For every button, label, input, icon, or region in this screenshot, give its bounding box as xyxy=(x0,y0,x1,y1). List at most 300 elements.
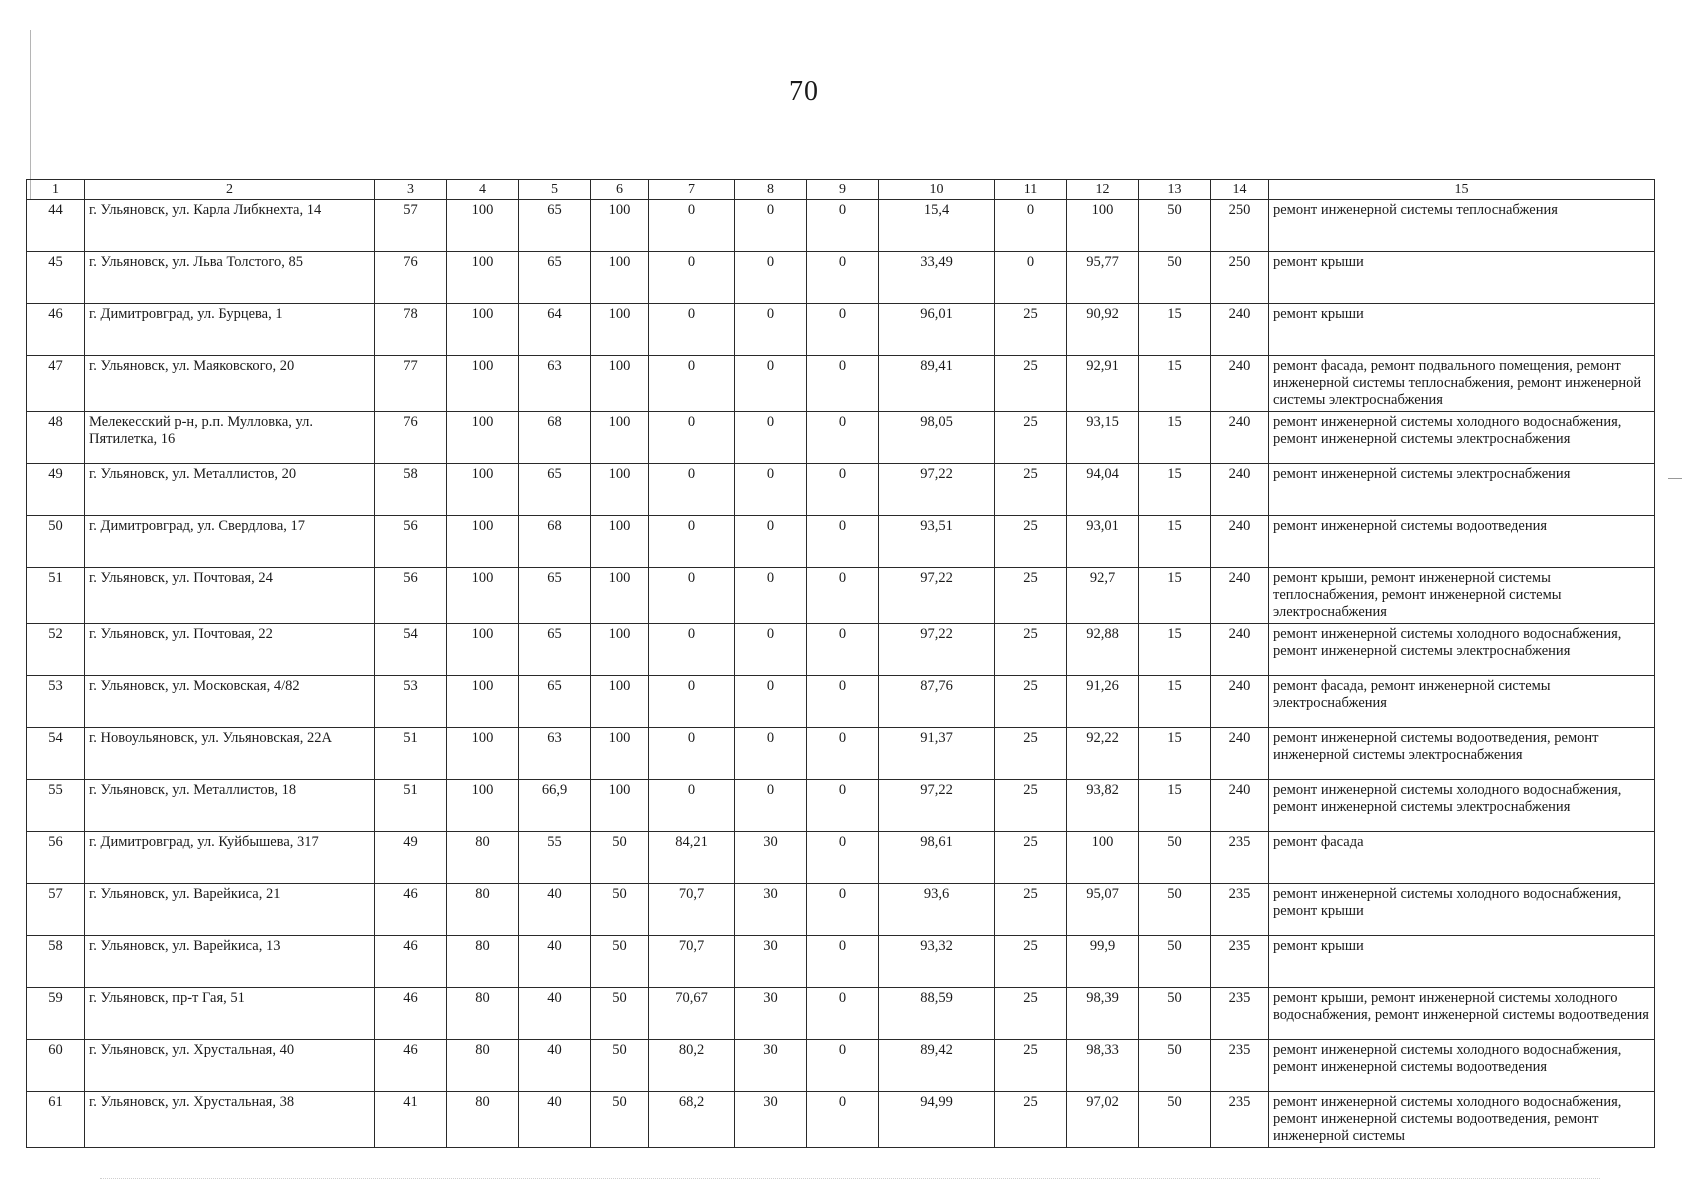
column-header-3: 3 xyxy=(375,180,447,200)
table-cell: 90,92 xyxy=(1067,304,1139,356)
table-cell: 15 xyxy=(1139,676,1211,728)
table-cell: 100 xyxy=(447,464,519,516)
table-cell: 15 xyxy=(1139,728,1211,780)
table-cell: 25 xyxy=(995,1092,1067,1148)
table-cell: 46 xyxy=(375,936,447,988)
table-row xyxy=(27,1040,1655,1092)
address-cell: г. Ульяновск, ул. Карла Либкнехта, 14 xyxy=(85,200,375,252)
table-cell: 70,7 xyxy=(649,936,735,988)
table-cell: 40 xyxy=(519,1092,591,1148)
address-cell: Мелекесский р-н, р.п. Мулловка, ул. Пятилетка, 16 xyxy=(85,412,375,464)
table-cell: 40 xyxy=(519,988,591,1040)
table-row xyxy=(27,936,1655,988)
table-cell: 52 xyxy=(27,624,85,676)
table-cell: 65 xyxy=(519,252,591,304)
table-cell: 50 xyxy=(1139,832,1211,884)
table-cell: 57 xyxy=(375,200,447,252)
table-cell: 53 xyxy=(27,676,85,728)
table-cell: 0 xyxy=(807,464,879,516)
table-cell: 50 xyxy=(1139,252,1211,304)
address-cell: г. Ульяновск, ул. Почтовая, 22 xyxy=(85,624,375,676)
table-cell: 100 xyxy=(591,516,649,568)
table-cell: 100 xyxy=(591,464,649,516)
table-cell: 0 xyxy=(807,516,879,568)
table-cell: 240 xyxy=(1211,464,1269,516)
table-cell: 46 xyxy=(375,884,447,936)
table-cell: 0 xyxy=(649,464,735,516)
table-cell: 240 xyxy=(1211,624,1269,676)
works-cell: ремонт крыши, ремонт инженерной системы теплоснабжения, ремонт инженерной системы электроснабжения xyxy=(1269,568,1655,624)
table-cell: 84,21 xyxy=(649,832,735,884)
table-cell: 0 xyxy=(807,624,879,676)
table-cell: 100 xyxy=(447,412,519,464)
table-cell: 50 xyxy=(591,832,649,884)
works-cell: ремонт инженерной системы холодного водоснабжения, ремонт инженерной системы водоотведения, ремонт инженерной системы xyxy=(1269,1092,1655,1148)
table-cell: 76 xyxy=(375,252,447,304)
table-cell: 49 xyxy=(27,464,85,516)
works-cell: ремонт инженерной системы холодного водоснабжения, ремонт инженерной системы электроснабжения xyxy=(1269,624,1655,676)
table-cell: 100 xyxy=(591,624,649,676)
table-cell: 100 xyxy=(447,728,519,780)
table-cell: 30 xyxy=(735,884,807,936)
table-cell: 56 xyxy=(375,516,447,568)
address-cell: г. Ульяновск, ул. Московская, 4/82 xyxy=(85,676,375,728)
table-cell: 0 xyxy=(735,516,807,568)
table-cell: 100 xyxy=(591,356,649,412)
table-cell: 15 xyxy=(1139,568,1211,624)
table-cell: 235 xyxy=(1211,988,1269,1040)
table-cell: 235 xyxy=(1211,1092,1269,1148)
table-cell: 25 xyxy=(995,988,1067,1040)
table-cell: 50 xyxy=(591,1040,649,1092)
address-cell: г. Ульяновск, ул. Хрустальная, 40 xyxy=(85,1040,375,1092)
table-cell: 63 xyxy=(519,728,591,780)
table-cell: 91,37 xyxy=(879,728,995,780)
table-cell: 53 xyxy=(375,676,447,728)
table-row xyxy=(27,200,1655,252)
table-cell: 46 xyxy=(27,304,85,356)
table-cell: 92,22 xyxy=(1067,728,1139,780)
table-row xyxy=(27,304,1655,356)
address-cell: г. Ульяновск, ул. Варейкиса, 13 xyxy=(85,936,375,988)
table-cell: 97,22 xyxy=(879,780,995,832)
table-cell: 0 xyxy=(807,304,879,356)
works-cell: ремонт фасада xyxy=(1269,832,1655,884)
table-cell: 25 xyxy=(995,832,1067,884)
table-row xyxy=(27,568,1655,624)
table-cell: 0 xyxy=(807,676,879,728)
table-cell: 0 xyxy=(807,1040,879,1092)
table-cell: 59 xyxy=(27,988,85,1040)
table-cell: 25 xyxy=(995,304,1067,356)
works-cell: ремонт инженерной системы электроснабжения xyxy=(1269,464,1655,516)
table-cell: 15 xyxy=(1139,624,1211,676)
page-number xyxy=(0,76,1698,108)
table-cell: 93,32 xyxy=(879,936,995,988)
table-cell: 0 xyxy=(649,728,735,780)
table-cell: 97,02 xyxy=(1067,1092,1139,1148)
table-cell: 15 xyxy=(1139,516,1211,568)
table-cell: 25 xyxy=(995,356,1067,412)
table-cell: 0 xyxy=(807,1092,879,1148)
table-cell: 80 xyxy=(447,832,519,884)
table-cell: 80,2 xyxy=(649,1040,735,1092)
table-cell: 94,04 xyxy=(1067,464,1139,516)
column-header-11: 11 xyxy=(995,180,1067,200)
table-cell: 0 xyxy=(995,200,1067,252)
works-cell: ремонт инженерной системы холодного водоснабжения, ремонт инженерной системы электроснабжения xyxy=(1269,412,1655,464)
table-cell: 78 xyxy=(375,304,447,356)
table-row xyxy=(27,832,1655,884)
table-cell: 0 xyxy=(735,728,807,780)
table-cell: 92,88 xyxy=(1067,624,1139,676)
table-cell: 25 xyxy=(995,676,1067,728)
table-cell: 0 xyxy=(649,780,735,832)
table-row xyxy=(27,676,1655,728)
works-cell: ремонт инженерной системы холодного водоснабжения, ремонт крыши xyxy=(1269,884,1655,936)
table-cell: 240 xyxy=(1211,676,1269,728)
table-cell: 46 xyxy=(375,1040,447,1092)
table-cell: 65 xyxy=(519,624,591,676)
table-cell: 0 xyxy=(649,568,735,624)
table-cell: 96,01 xyxy=(879,304,995,356)
table-cell: 98,61 xyxy=(879,832,995,884)
table-row xyxy=(27,412,1655,464)
table-cell: 92,91 xyxy=(1067,356,1139,412)
table-row xyxy=(27,356,1655,412)
address-cell: г. Димитровград, ул. Свердлова, 17 xyxy=(85,516,375,568)
table-cell: 100 xyxy=(447,624,519,676)
table-cell: 55 xyxy=(27,780,85,832)
table-cell: 80 xyxy=(447,884,519,936)
table-cell: 240 xyxy=(1211,356,1269,412)
table-cell: 65 xyxy=(519,568,591,624)
works-cell: ремонт фасада, ремонт инженерной системы электроснабжения xyxy=(1269,676,1655,728)
table-cell: 70,7 xyxy=(649,884,735,936)
table-cell: 100 xyxy=(591,676,649,728)
table-cell: 88,59 xyxy=(879,988,995,1040)
address-cell: г. Димитровград, ул. Бурцева, 1 xyxy=(85,304,375,356)
table-cell: 50 xyxy=(591,936,649,988)
table-cell: 100 xyxy=(447,200,519,252)
table-cell: 0 xyxy=(807,936,879,988)
table-cell: 0 xyxy=(807,252,879,304)
works-cell: ремонт крыши xyxy=(1269,252,1655,304)
table-cell: 100 xyxy=(447,568,519,624)
table-cell: 97,22 xyxy=(879,464,995,516)
table-cell: 45 xyxy=(27,252,85,304)
table-cell: 48 xyxy=(27,412,85,464)
address-cell: г. Ульяновск, ул. Варейкиса, 21 xyxy=(85,884,375,936)
table-cell: 25 xyxy=(995,412,1067,464)
table-cell: 100 xyxy=(591,728,649,780)
table-cell: 0 xyxy=(807,780,879,832)
works-cell: ремонт инженерной системы водоотведения, ремонт инженерной системы электроснабжения xyxy=(1269,728,1655,780)
works-cell: ремонт крыши xyxy=(1269,304,1655,356)
column-header-8: 8 xyxy=(735,180,807,200)
table-cell: 25 xyxy=(995,936,1067,988)
table-cell: 100 xyxy=(447,676,519,728)
table-cell: 25 xyxy=(995,884,1067,936)
works-cell: ремонт крыши, ремонт инженерной системы холодного водоснабжения, ремонт инженерной системы водоотведения xyxy=(1269,988,1655,1040)
table-cell: 0 xyxy=(807,728,879,780)
table-cell: 93,01 xyxy=(1067,516,1139,568)
column-header-5: 5 xyxy=(519,180,591,200)
table-cell: 50 xyxy=(1139,936,1211,988)
table-cell: 0 xyxy=(735,412,807,464)
column-header-15: 15 xyxy=(1269,180,1655,200)
table-cell: 0 xyxy=(649,412,735,464)
table-cell: 240 xyxy=(1211,304,1269,356)
table-cell: 0 xyxy=(735,676,807,728)
table-cell: 240 xyxy=(1211,516,1269,568)
works-cell: ремонт фасада, ремонт подвального помещения, ремонт инженерной системы теплоснабжения, ремонт инженерной системы электроснабжения xyxy=(1269,356,1655,412)
table-body xyxy=(27,180,1655,1148)
table-cell: 68 xyxy=(519,412,591,464)
table-cell: 30 xyxy=(735,988,807,1040)
table-cell: 50 xyxy=(1139,1040,1211,1092)
table-cell: 76 xyxy=(375,412,447,464)
works-cell: ремонт инженерной системы теплоснабжения xyxy=(1269,200,1655,252)
address-cell: г. Ульяновск, ул. Почтовая, 24 xyxy=(85,568,375,624)
table-cell: 93,6 xyxy=(879,884,995,936)
table-cell: 40 xyxy=(519,884,591,936)
table-cell: 0 xyxy=(807,988,879,1040)
table-cell: 0 xyxy=(807,200,879,252)
address-cell: г. Димитровград, ул. Куйбышева, 317 xyxy=(85,832,375,884)
table-cell: 0 xyxy=(807,884,879,936)
table-cell: 50 xyxy=(591,988,649,1040)
table-row xyxy=(27,884,1655,936)
table-cell: 0 xyxy=(735,200,807,252)
table-cell: 50 xyxy=(591,1092,649,1148)
column-header-14: 14 xyxy=(1211,180,1269,200)
table-cell: 68,2 xyxy=(649,1092,735,1148)
table-cell: 100 xyxy=(447,304,519,356)
table-cell: 25 xyxy=(995,728,1067,780)
table-cell: 56 xyxy=(375,568,447,624)
table-cell: 50 xyxy=(1139,200,1211,252)
table-cell: 51 xyxy=(375,728,447,780)
table-cell: 61 xyxy=(27,1092,85,1148)
table-cell: 55 xyxy=(519,832,591,884)
table-cell: 91,26 xyxy=(1067,676,1139,728)
table-cell: 30 xyxy=(735,1040,807,1092)
table-cell: 0 xyxy=(649,516,735,568)
table-cell: 100 xyxy=(591,252,649,304)
table-cell: 0 xyxy=(735,780,807,832)
table-cell: 0 xyxy=(649,200,735,252)
table-cell: 50 xyxy=(591,884,649,936)
table-cell: 94,99 xyxy=(879,1092,995,1148)
table-cell: 92,7 xyxy=(1067,568,1139,624)
table-cell: 240 xyxy=(1211,568,1269,624)
table-cell: 100 xyxy=(1067,200,1139,252)
table-cell: 30 xyxy=(735,832,807,884)
table-cell: 65 xyxy=(519,200,591,252)
table-cell: 235 xyxy=(1211,936,1269,988)
table-cell: 98,39 xyxy=(1067,988,1139,1040)
table-cell: 50 xyxy=(1139,988,1211,1040)
table-cell: 0 xyxy=(649,676,735,728)
table-cell: 15,4 xyxy=(879,200,995,252)
table-cell: 250 xyxy=(1211,200,1269,252)
table-cell: 25 xyxy=(995,780,1067,832)
table-cell: 44 xyxy=(27,200,85,252)
table-cell: 58 xyxy=(375,464,447,516)
table-cell: 30 xyxy=(735,936,807,988)
table-cell: 100 xyxy=(1067,832,1139,884)
table-row xyxy=(27,464,1655,516)
table-cell: 95,07 xyxy=(1067,884,1139,936)
table-cell: 235 xyxy=(1211,884,1269,936)
address-cell: г. Ульяновск, ул. Металлистов, 18 xyxy=(85,780,375,832)
table-cell: 50 xyxy=(1139,1092,1211,1148)
table-cell: 41 xyxy=(375,1092,447,1148)
table-cell: 93,51 xyxy=(879,516,995,568)
table-cell: 54 xyxy=(27,728,85,780)
table-cell: 66,9 xyxy=(519,780,591,832)
address-cell: г. Ульяновск, пр-т Гая, 51 xyxy=(85,988,375,1040)
column-header-13: 13 xyxy=(1139,180,1211,200)
table-cell: 0 xyxy=(735,464,807,516)
table-cell: 250 xyxy=(1211,252,1269,304)
works-cell: ремонт инженерной системы холодного водоснабжения, ремонт инженерной системы электроснабжения xyxy=(1269,780,1655,832)
table-cell: 40 xyxy=(519,1040,591,1092)
works-cell: ремонт инженерной системы холодного водоснабжения, ремонт инженерной системы водоотведения xyxy=(1269,1040,1655,1092)
table-row xyxy=(27,624,1655,676)
column-header-1: 1 xyxy=(27,180,85,200)
table-cell: 80 xyxy=(447,936,519,988)
table-cell: 15 xyxy=(1139,356,1211,412)
address-cell: г. Ульяновск, ул. Маяковского, 20 xyxy=(85,356,375,412)
header-row xyxy=(27,180,1655,200)
table-cell: 99,9 xyxy=(1067,936,1139,988)
table-cell: 0 xyxy=(649,356,735,412)
table-cell: 46 xyxy=(375,988,447,1040)
table-cell: 47 xyxy=(27,356,85,412)
table-cell: 60 xyxy=(27,1040,85,1092)
table-cell: 240 xyxy=(1211,728,1269,780)
table-cell: 50 xyxy=(27,516,85,568)
column-header-7: 7 xyxy=(649,180,735,200)
works-cell: ремонт крыши xyxy=(1269,936,1655,988)
table-cell: 100 xyxy=(591,304,649,356)
table-cell: 68 xyxy=(519,516,591,568)
page-number-text: 70 xyxy=(789,76,819,107)
table-cell: 40 xyxy=(519,936,591,988)
table-cell: 100 xyxy=(447,780,519,832)
table-cell: 0 xyxy=(735,356,807,412)
table-cell: 51 xyxy=(27,568,85,624)
table-cell: 0 xyxy=(735,304,807,356)
table-cell: 56 xyxy=(27,832,85,884)
address-cell: г. Новоульяновск, ул. Ульяновская, 22А xyxy=(85,728,375,780)
column-header-9: 9 xyxy=(807,180,879,200)
table-cell: 63 xyxy=(519,356,591,412)
table-cell: 25 xyxy=(995,516,1067,568)
table-row xyxy=(27,780,1655,832)
table-cell: 100 xyxy=(591,200,649,252)
table-cell: 0 xyxy=(649,304,735,356)
table-cell: 80 xyxy=(447,1092,519,1148)
address-cell: г. Ульяновск, ул. Льва Толстого, 85 xyxy=(85,252,375,304)
address-cell: г. Ульяновск, ул. Металлистов, 20 xyxy=(85,464,375,516)
table-cell: 0 xyxy=(649,624,735,676)
table-cell: 0 xyxy=(807,832,879,884)
table-row xyxy=(27,252,1655,304)
table-cell: 93,15 xyxy=(1067,412,1139,464)
table-cell: 54 xyxy=(375,624,447,676)
table-cell: 240 xyxy=(1211,780,1269,832)
column-header-12: 12 xyxy=(1067,180,1139,200)
table-cell: 0 xyxy=(807,412,879,464)
table-cell: 93,82 xyxy=(1067,780,1139,832)
column-header-2: 2 xyxy=(85,180,375,200)
works-cell: ремонт инженерной системы водоотведения xyxy=(1269,516,1655,568)
table-cell: 87,76 xyxy=(879,676,995,728)
table-cell: 0 xyxy=(807,568,879,624)
table-row xyxy=(27,516,1655,568)
table-cell: 50 xyxy=(1139,884,1211,936)
table-row xyxy=(27,728,1655,780)
column-header-6: 6 xyxy=(591,180,649,200)
table-cell: 235 xyxy=(1211,1040,1269,1092)
table-cell: 95,77 xyxy=(1067,252,1139,304)
table-cell: 25 xyxy=(995,464,1067,516)
table-cell: 235 xyxy=(1211,832,1269,884)
table-cell: 80 xyxy=(447,1040,519,1092)
table-cell: 100 xyxy=(591,568,649,624)
scan-edge-line xyxy=(30,30,31,200)
table-cell: 15 xyxy=(1139,304,1211,356)
table-cell: 64 xyxy=(519,304,591,356)
table-cell: 240 xyxy=(1211,412,1269,464)
table-cell: 97,22 xyxy=(879,568,995,624)
table-cell: 65 xyxy=(519,464,591,516)
table-cell: 97,22 xyxy=(879,624,995,676)
table-cell: 100 xyxy=(447,516,519,568)
table-cell: 58 xyxy=(27,936,85,988)
table-cell: 77 xyxy=(375,356,447,412)
table-cell: 49 xyxy=(375,832,447,884)
table-cell: 0 xyxy=(735,624,807,676)
table-row xyxy=(27,1092,1655,1148)
repair-register-table xyxy=(26,179,1655,1148)
table-cell: 100 xyxy=(447,356,519,412)
table-cell: 33,49 xyxy=(879,252,995,304)
table-cell: 65 xyxy=(519,676,591,728)
table-cell: 89,41 xyxy=(879,356,995,412)
table-cell: 15 xyxy=(1139,780,1211,832)
table-cell: 0 xyxy=(807,356,879,412)
table-cell: 57 xyxy=(27,884,85,936)
table-row xyxy=(27,988,1655,1040)
table-cell: 0 xyxy=(995,252,1067,304)
column-header-4: 4 xyxy=(447,180,519,200)
table-cell: 80 xyxy=(447,988,519,1040)
margin-mark xyxy=(1668,478,1682,479)
table-cell: 100 xyxy=(447,252,519,304)
table-cell: 51 xyxy=(375,780,447,832)
column-header-10: 10 xyxy=(879,180,995,200)
address-cell: г. Ульяновск, ул. Хрустальная, 38 xyxy=(85,1092,375,1148)
table-cell: 30 xyxy=(735,1092,807,1148)
table-cell: 0 xyxy=(649,252,735,304)
table-cell: 98,05 xyxy=(879,412,995,464)
table-cell: 98,33 xyxy=(1067,1040,1139,1092)
table-cell: 15 xyxy=(1139,464,1211,516)
